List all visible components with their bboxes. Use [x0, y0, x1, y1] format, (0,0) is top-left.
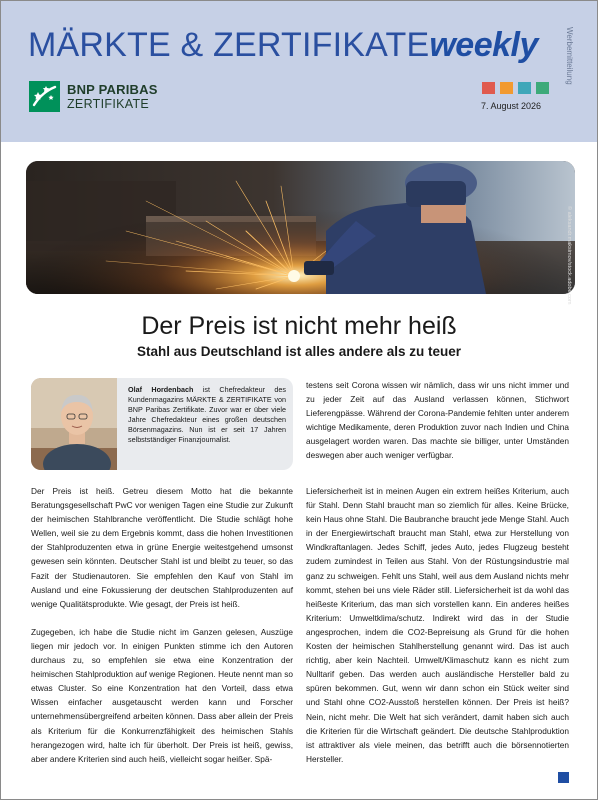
- article-end-mark: [558, 772, 569, 783]
- photo-credit: [564, 206, 574, 305]
- hero-image-welder: [26, 161, 575, 294]
- masthead-header: [1, 1, 597, 142]
- masthead-title: [28, 23, 538, 67]
- masthead-title-weekly: weekly: [429, 26, 538, 64]
- author-bio: [128, 385, 286, 445]
- accent-squares: [482, 82, 549, 94]
- bnp-stars-icon: [29, 81, 60, 112]
- brand-name: BNP PARIBAS: [67, 82, 158, 97]
- author-box: [31, 378, 293, 470]
- paragraph-1: Der Preis ist heiß. Getreu diesem Motto hat die bekannte Beratungsgesellschaft PwC vor wenigen Tagen eine Studie zur Zukunft der heimischen Stahlbranche veröffentlicht. Die Studie schlägt hohe Wellen, weil sie zu dem Ergebnis kommt, dass die hohen Investitionen der Stahlproduzenten etwa in grüne Energie weitestgehend umsonst gewesen sein könnten. Deutscher Stahl ist und bleibt zu teuer, so das Fazit der Studienautoren. Sie empfehlen den Kauf von Stahl im Ausland und eine Fokussierung der deutschen Stahlproduzenten auf wenige Qualitätsprodukte. Wie gesagt, der Preis ist heiß.: [31, 486, 293, 609]
- article-column-right-top: [306, 378, 569, 463]
- accent-square-red: [482, 82, 495, 94]
- author-name: Olaf Hordenbach: [128, 385, 194, 394]
- paragraph-3: Liefersicherheit ist in meinen Augen ein extrem heißes Kriterium, auch für Stahl. Denn Stahl braucht man so ziemlich für alles. Keine Brücke, kein Haus ohne Stahl. Die Baubranche braucht jede Menge Stahl. Auch in der Energiewirtschaft braucht man Stahl, etwa zur Herstellung von Windkraftanlagen. Jedes Schiff, jedes Auto, jedes Flugzeug besteht zudem zumindest in Teilen aus Stahl. Von der Rüstungsindustrie mal ganz zu schweigen. Fehlt uns Stahl, weil aus dem Ausland nichts mehr kommt, stehen bei uns viele Räder still. Liefersicherheit ist da wohl das heißeste Kriterium, das man sich vorstellen kann. Ein anderes heißes Kriterium: Umweltklima/schutz. Indirekt wird das in der Studie angesprochen, indem die CO2-Bepreisung als Grund für die hohen Kosten der heimischen Stahlherstellung genannt wird. Das ist auch richtig, aber kein Nachteil. Umwelt/Klimaschutz kann es nicht zum Nulltarif geben. Das werden auch ausländische Hersteller bald zu spüren bekommen. Gut, wenn wir dann schon ein Stück weiter sind und Stahl ohne CO2-Ausstoß herstellen können. Der Preis ist heiß? Nein, nicht mehr. Die Welt hat sich verändert, damit haben sich auch die Kriterien für die Wirtschaft geändert. Die deutsche Stahlproduktion ist attraktiver als viele meinen, das betrifft auch die börsennotierten Hersteller.: [306, 486, 569, 764]
- accent-square-teal: [518, 82, 531, 94]
- author-bio-text: ist Chefredakteur des Kundenmagazins MÄRKTE & ZERTIFIKATE von BNP Paribas Zertifikate. Zuvor war er über viele Jahre Chefredakteur eines großen deutschen Börsenmagazins. Nun ist er seit 17 Jahren selbstständiger Finanzjournalist.: [128, 385, 286, 444]
- article-column-left: [31, 484, 293, 766]
- paragraph-2: Zugegeben, ich habe die Studie nicht im Ganzen gelesen, Auszüge liegen mir jedoch vor. In einigen Punkten stimme ich den Autoren durchaus zu, so empfehlen sie etwa eine Konzentration der heimischen Stahlproduktion auf wenige Regionen. Heute nennt man so etwas Cluster. So eine Konzentration hat den Vorteil, dass etwa Wissen einfacher ausgetauscht werden kann und Forscher unternehmensübergreifend arbeiten können. Dass aber allein der Preis als Kriterium für die Konkurrenzfähigkeit des heimischen Stahls herangezogen wird, halte ich für überholt. Der Preis ist heiß, gewiss, aber andere Kriterien sind auch heiß, vielleicht sogar heißer. Spä-: [31, 626, 293, 764]
- issue-date: 7. August 2026: [481, 101, 542, 111]
- article-headline: Der Preis ist nicht mehr heiß: [141, 312, 457, 340]
- brand-subtitle: ZERTIFIKATE: [67, 97, 150, 111]
- bnp-paribas-logo[interactable]: [29, 81, 179, 113]
- paragraph-continued: testens seit Corona wissen wir nämlich, dass wir uns nicht immer und zu jeder Zeit auf das Ausland verlassen können, Stichwort Lieferengpässe. Während der Corona-Pandemie fehlten unter anderem wichtige Medikamente, deren Produktion zuvor nach Indien und China ausgelagert worden waren. Das machte sie billiger, unter Umständen deswegen aber auch weniger verfügbar.: [306, 380, 569, 461]
- ad-label: [562, 27, 576, 89]
- author-photo: [31, 378, 117, 470]
- masthead-title-main: MÄRKTE & ZERTIFIKATE: [28, 26, 430, 64]
- photo-credit-text: © aleksandr.maksimov/stock.adobe.com: [566, 206, 572, 305]
- article-subheadline: Stahl aus Deutschland ist alles andere als zu teuer: [136, 344, 462, 359]
- accent-square-green: [536, 82, 549, 94]
- article-column-right: [306, 484, 569, 766]
- accent-square-orange: [500, 82, 513, 94]
- ad-label-text: Werbemitteilung: [565, 27, 574, 85]
